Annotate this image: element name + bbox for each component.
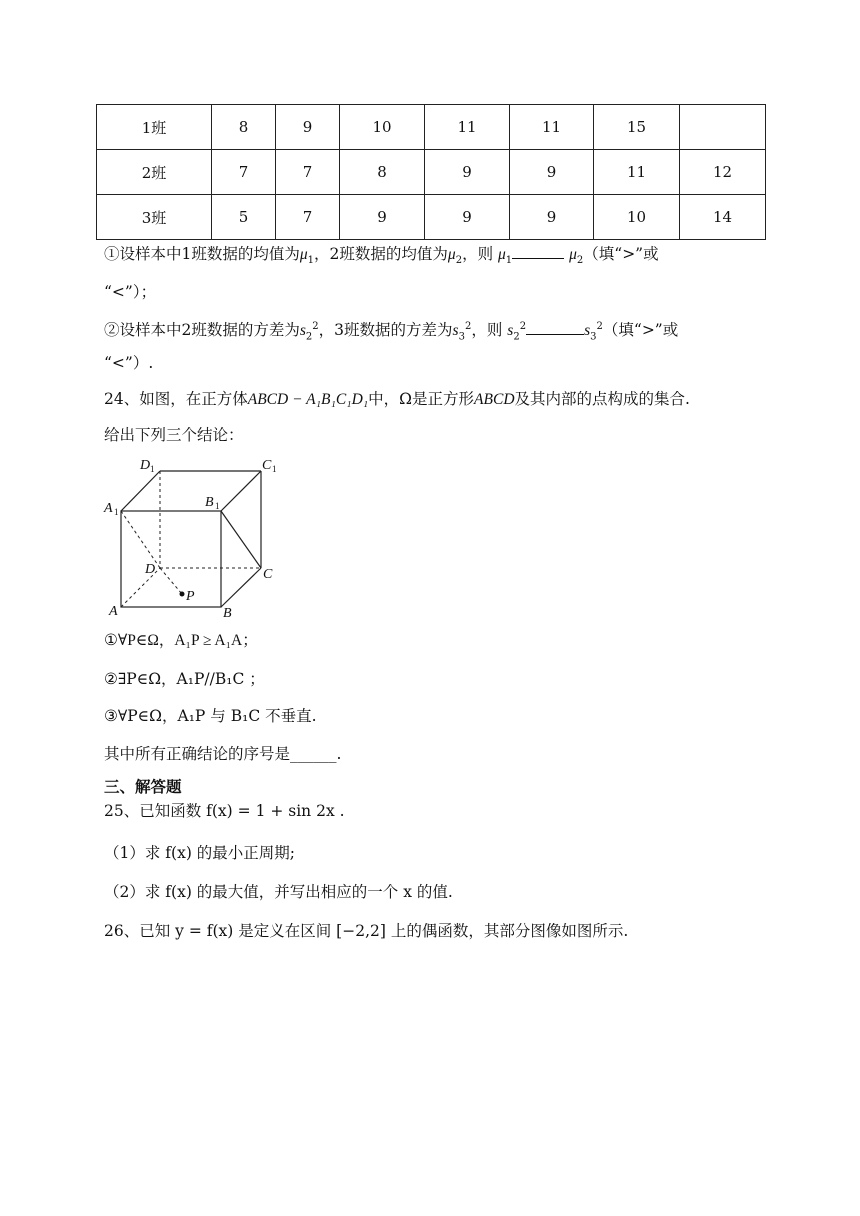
- table-row: [97, 105, 766, 150]
- q24-question: 其中所有正确结论的序号是______.: [104, 745, 342, 763]
- table-cell: [680, 105, 766, 150]
- label-b: B: [223, 606, 232, 620]
- row-label: 2班: [97, 150, 212, 195]
- label-a1: A: [104, 501, 113, 516]
- section-heading: 三、解答题: [104, 777, 182, 796]
- table-cell: 7: [212, 150, 276, 195]
- row-label: 1班: [97, 105, 212, 150]
- table-cell: 14: [680, 195, 766, 240]
- answer-blank-2: [526, 320, 584, 335]
- edge-a1d: [121, 511, 160, 568]
- table-cell: 9: [340, 195, 425, 240]
- table-cell: 9: [425, 195, 510, 240]
- class-scores-table: [96, 104, 766, 240]
- q26-statement: 26、已知 y = f(x) 是定义在区间 [−2,2] 上的偶函数，其部分图像如图所示.: [104, 922, 629, 940]
- table-cell: 11: [594, 150, 680, 195]
- answer-blank-1: [512, 244, 564, 259]
- label-d: D: [145, 562, 156, 577]
- edge-b1c: [221, 511, 261, 568]
- edge-bc: [221, 568, 261, 607]
- segment-dp: [160, 568, 182, 594]
- table-cell: 9: [510, 195, 594, 240]
- table-cell: 5: [212, 195, 276, 240]
- table-cell: 15: [594, 105, 680, 150]
- table-cell: 8: [212, 105, 276, 150]
- table-cell: 9: [276, 105, 340, 150]
- q24-line2: 给出下列三个结论：: [104, 426, 244, 444]
- table-cell: 7: [276, 150, 340, 195]
- q23-part2: ②设样本中2班数据的方差为$s_2^2$，3班数据的方差为$s_3^2$，则 $s_2^2$ $s_3^2$（填“>”或: [104, 321, 679, 343]
- q24-conclusion-3: ③∀P∈Ω，A₁P 与 B₁C 不垂直.: [104, 707, 317, 725]
- q25-statement: 25、已知函数 f(x) = 1 + sin 2x .: [104, 802, 345, 820]
- q23-part2-cont: “<”）.: [104, 354, 154, 372]
- q24-statement: 24、如图，在正方体ABCD − A₁B₁C₁D₁中，Ω是正方形ABCD及其内部的点构成的集合.: [104, 390, 690, 408]
- table-cell: 8: [340, 150, 425, 195]
- q24-conclusion-1: ①∀P∈Ω，A₁P ≥ A₁A；: [104, 632, 258, 649]
- q24-conclusion-2: ②∃P∈Ω，A₁P//B₁C ；: [104, 670, 265, 688]
- cube-figure: [100, 452, 290, 620]
- svg-text:1: 1: [272, 464, 277, 474]
- table-cell: 10: [594, 195, 680, 240]
- label-b1: B: [205, 495, 214, 510]
- table-cell: 11: [510, 105, 594, 150]
- q23-part1: ①设样本中1班数据的均值为$\mu_1$，2班数据的均值为$\mu_2$，则 $\mu_1$ $\mu_2$（填“>”或: [104, 245, 659, 267]
- svg-text:1: 1: [150, 464, 155, 474]
- table-row: [97, 150, 766, 195]
- edge-a1d1: [121, 471, 160, 511]
- row-label: 3班: [97, 195, 212, 240]
- table-row: [97, 195, 766, 240]
- table-cell: 10: [340, 105, 425, 150]
- q23-part1-cont: “<”）；: [104, 283, 157, 301]
- label-d1: D: [140, 458, 151, 473]
- table-cell: 11: [425, 105, 510, 150]
- edge-b1c1: [221, 471, 261, 511]
- table-cell: 9: [425, 150, 510, 195]
- label-p: P: [186, 589, 195, 604]
- table-cell: 12: [680, 150, 766, 195]
- svg-text:1: 1: [114, 507, 119, 517]
- table-cell: 9: [510, 150, 594, 195]
- label-c1: C: [262, 458, 272, 473]
- q25-part1: （1）求 f(x) 的最小正周期;: [104, 844, 296, 862]
- q25-part2: （2）求 f(x) 的最大值，并写出相应的一个 x 的值.: [104, 883, 453, 901]
- label-a: A: [109, 604, 118, 619]
- svg-text:1: 1: [215, 501, 220, 511]
- table-cell: 7: [276, 195, 340, 240]
- label-c: C: [263, 567, 273, 582]
- point-p: [180, 592, 185, 597]
